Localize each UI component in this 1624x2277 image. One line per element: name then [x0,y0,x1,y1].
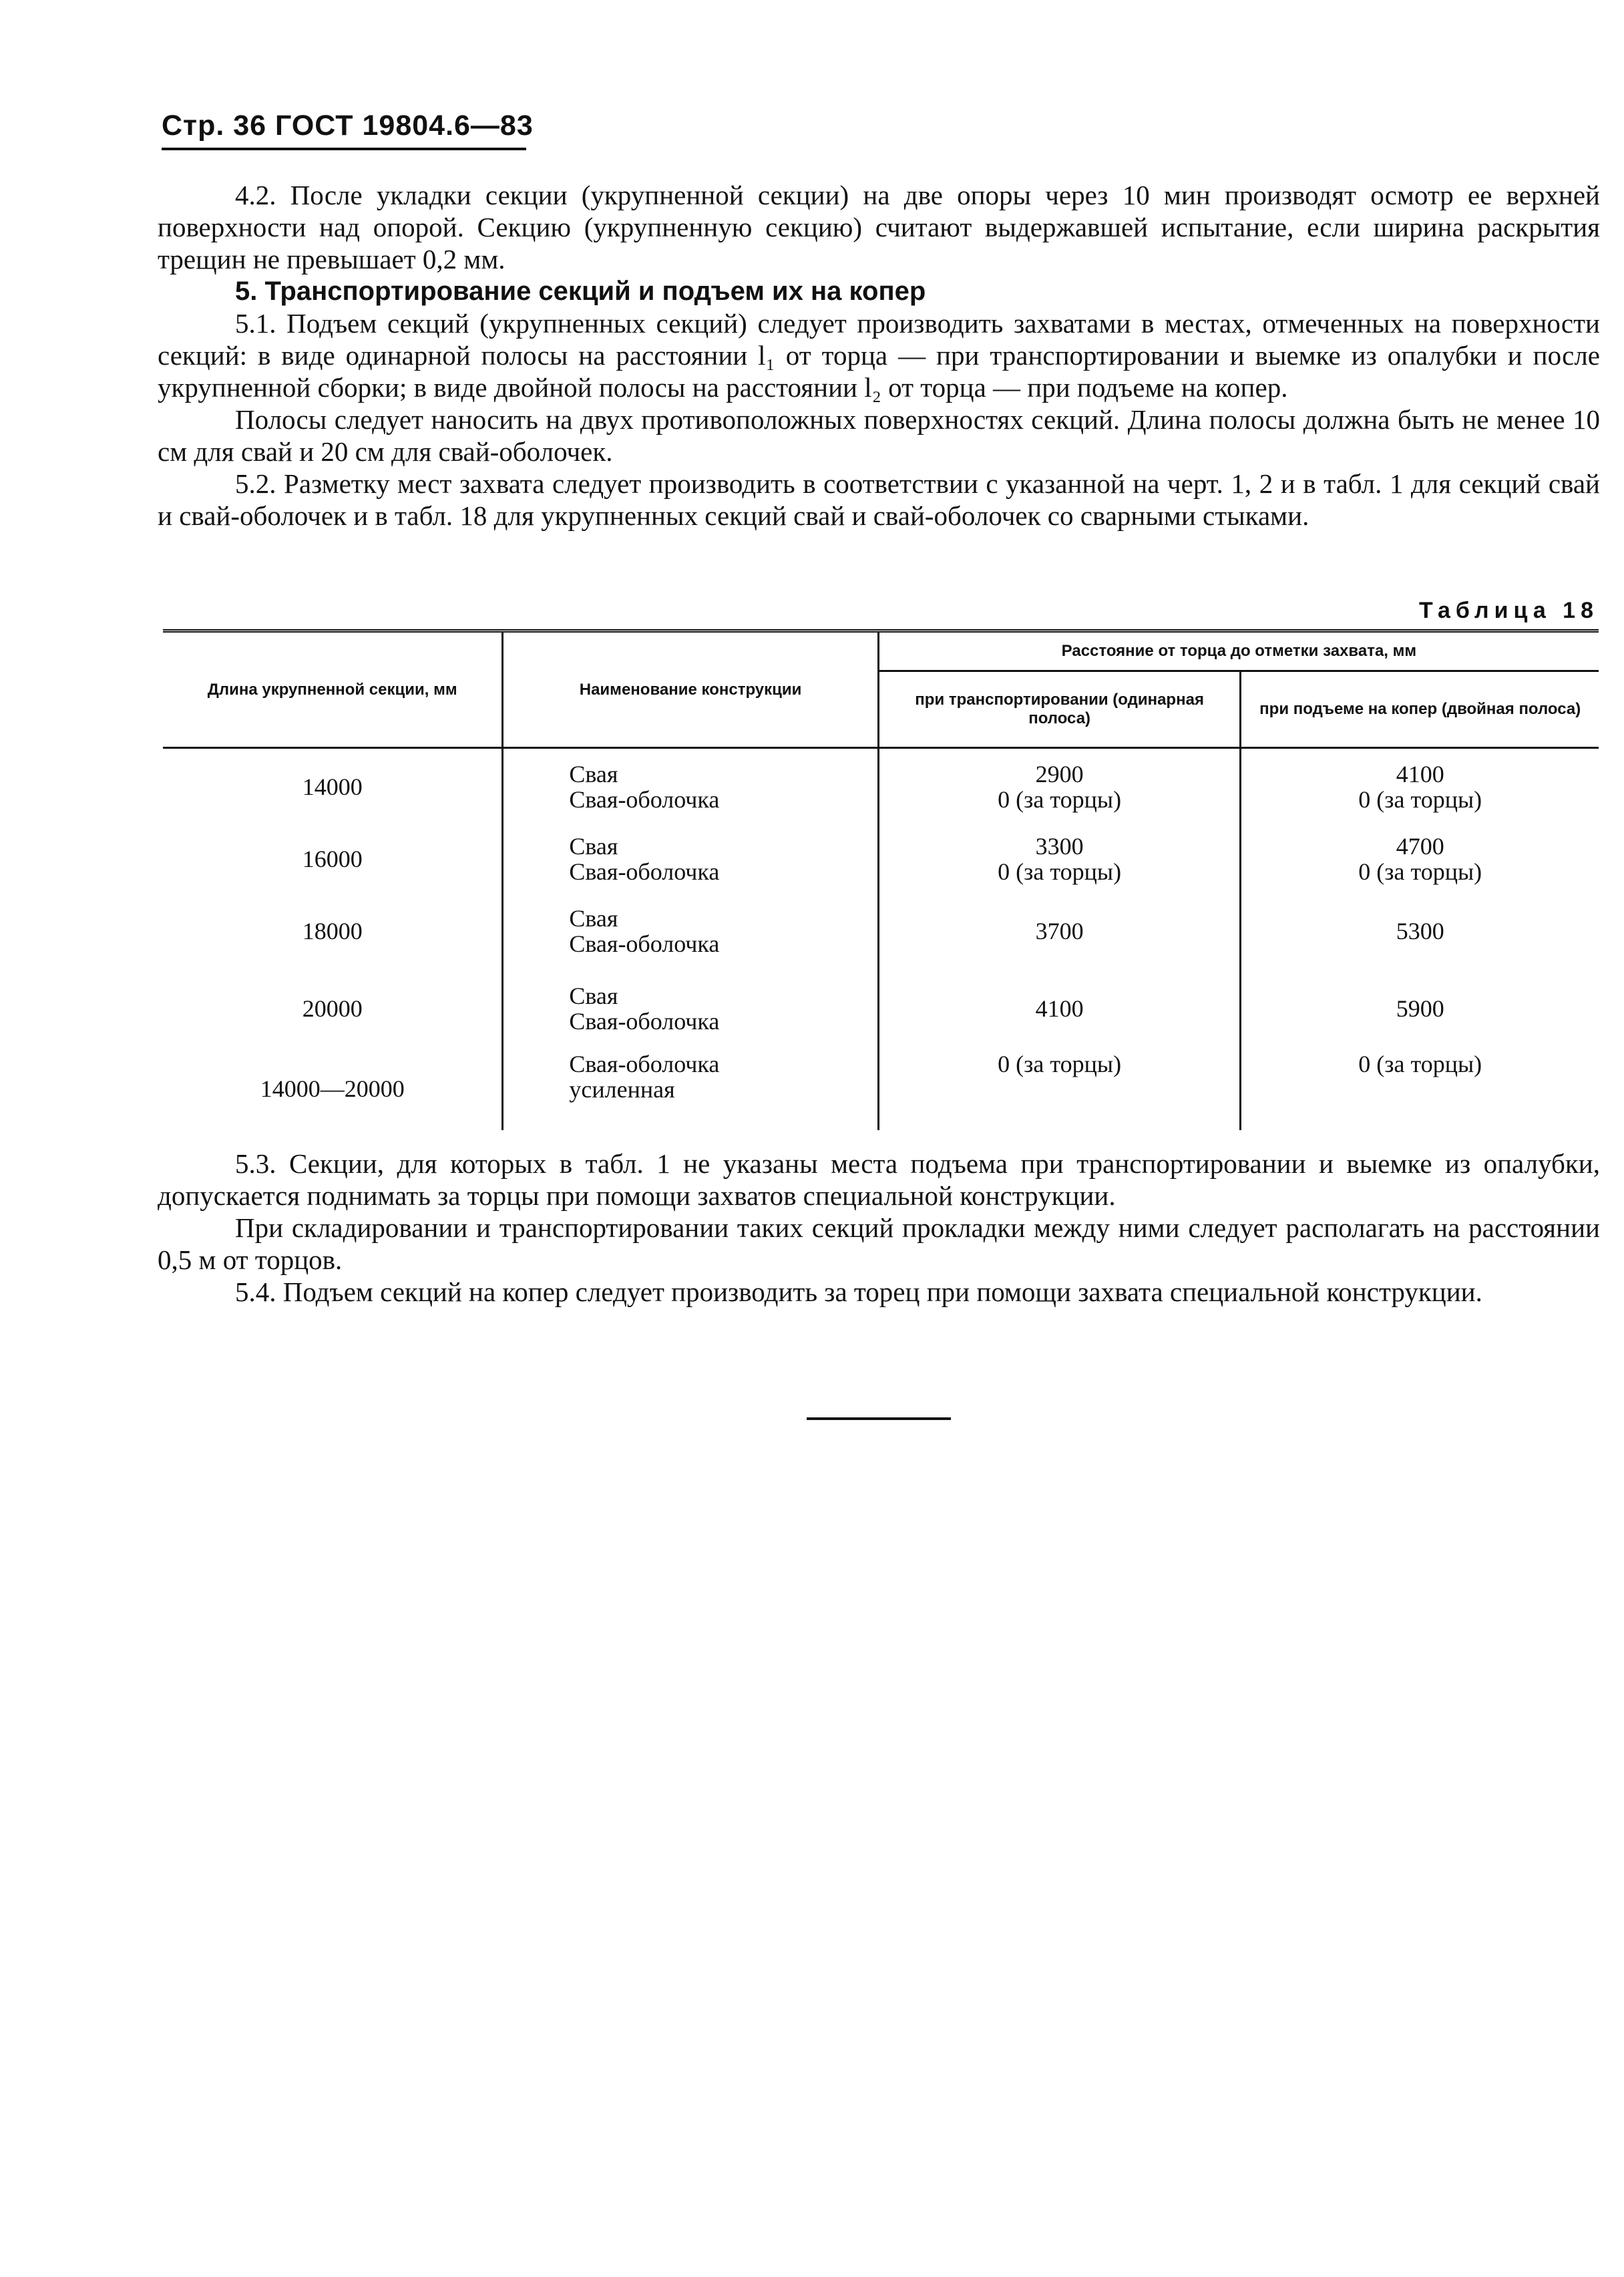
paragraph-4-2: 4.2. После укладки секции (укрупненной секции) на две опоры через 10 мин производят осмотр ее верхней поверхности над опорой. Секцию (укрупненную секцию) считают выдержавшей испытание, если ширина раскрытия трещин не превышает 0,2 мм. [158,180,1600,275]
table-row [163,748,1599,826]
cell-line: 0 (за торцы) [998,786,1122,814]
cell-name [503,970,878,1047]
body-text-top [158,179,1600,532]
cell-line: Свая-оболочка [569,1050,720,1077]
paragraph-stripes: Полосы следует наносить на двух противоположных поверхностях секций. Длина полосы должна быть не менее 10 см для свай и 20 см для свай-оболочек. [158,404,1600,467]
cell-line: Свая-оболочка [569,858,720,885]
cell-line: 2900 [1035,761,1084,788]
cell-length: 14000 [163,748,503,826]
cell-transport: 4100 [878,970,1241,1047]
cell-name [503,1047,878,1130]
paragraph-5-4: 5.4. Подъем секций на копер следует производить за торец при помощи захвата специальной конструкции. [235,1276,1482,1307]
cell-line: 0 (за торцы) [1358,858,1482,885]
cell-line: Свая-оболочка [569,1007,720,1035]
cell-name [503,826,878,892]
table-row [163,970,1599,1047]
cell-lifting: 5300 [1396,917,1444,944]
cell-line: 3300 [1035,832,1084,860]
paragraph-5-1: 5.1. Подъем секций (укрупненных секций) следует производить захватами в местах, отмеченных на поверхности секций: в виде одинарной полосы на расстоянии l₁ от торца — при транспортировании и выемке из опалубки и после укрупненной сборки; в виде двойной полосы на расстоянии l₂ от торца — при подъеме на копер. [158,308,1600,403]
cell-line: Свая-оболочка [569,930,720,957]
cell-transport: 3700 [878,892,1241,970]
paragraph-storage: При складировании и транспортировании таких секций прокладки между ними следует располагать на расстоянии 0,5 м от торцов. [158,1212,1600,1275]
cell-line: Свая [569,982,618,1009]
header-distance-group: Расстояние от торца до отметки захвата, мм [878,631,1599,671]
cell-transport [878,826,1241,892]
header-lifting: при подъеме на копер (двойная полоса) [1241,671,1599,748]
cell-length: 20000 [163,970,503,1047]
cell-line: 0 (за торцы) [998,858,1122,885]
paragraph-5-2: 5.2. Разметку мест захвата следует производить в соответствии с указанной на черт. 1, 2 и в табл. 1 для секций свай и свай-оболочек и в табл. 18 для укрупненных секций свай и свай-оболочек со сварными стыками. [158,468,1600,531]
section-5-heading: 5. Транспортирование секций и подъем их на копер [235,277,926,306]
cell-line: Свая [569,832,618,860]
table-row [163,826,1599,892]
header-name: Наименование конструкции [503,631,878,748]
header-transport: при транспортировании (одинарная полоса) [878,671,1241,748]
paragraph-5-3: 5.3. Секции, для которых в табл. 1 не указаны места подъема при транспортировании и выемке из опалубки, допускается поднимать за торцы при помощи захватов специальной конструкции. [158,1148,1600,1211]
table-row [163,892,1599,970]
cell-line: Свая [569,904,618,932]
cell-name [503,892,878,970]
cell-line: 4100 [1396,761,1444,788]
cell-line: усиленная [569,1075,675,1103]
cell-name [503,748,878,826]
cell-lifting [1241,826,1599,892]
table-caption: Таблица 18 [1419,598,1599,623]
cell-lifting: 5900 [1396,995,1444,1022]
table-18 [163,629,1599,1130]
cell-length: 18000 [163,892,503,970]
body-text-bottom [158,1148,1600,1308]
cell-line: 4700 [1396,832,1444,860]
cell-line: 0 (за торцы) [1358,786,1482,814]
cell-transport: 0 (за торцы) [878,1047,1241,1130]
cell-length: 16000 [163,826,503,892]
cell-line: Свая-оболочка [569,786,720,814]
cell-line: Свая [569,761,618,788]
cell-lifting [1241,748,1599,826]
header-underline [162,148,526,150]
end-rule [807,1417,951,1420]
cell-lifting: 0 (за торцы) [1358,1050,1482,1077]
page-header: Стр. 36 ГОСТ 19804.6—83 [162,110,534,142]
cell-length: 14000—20000 [163,1047,503,1130]
table-row [163,1047,1599,1130]
header-length: Длина укрупненной секции, мм [163,631,503,748]
cell-transport [878,748,1241,826]
